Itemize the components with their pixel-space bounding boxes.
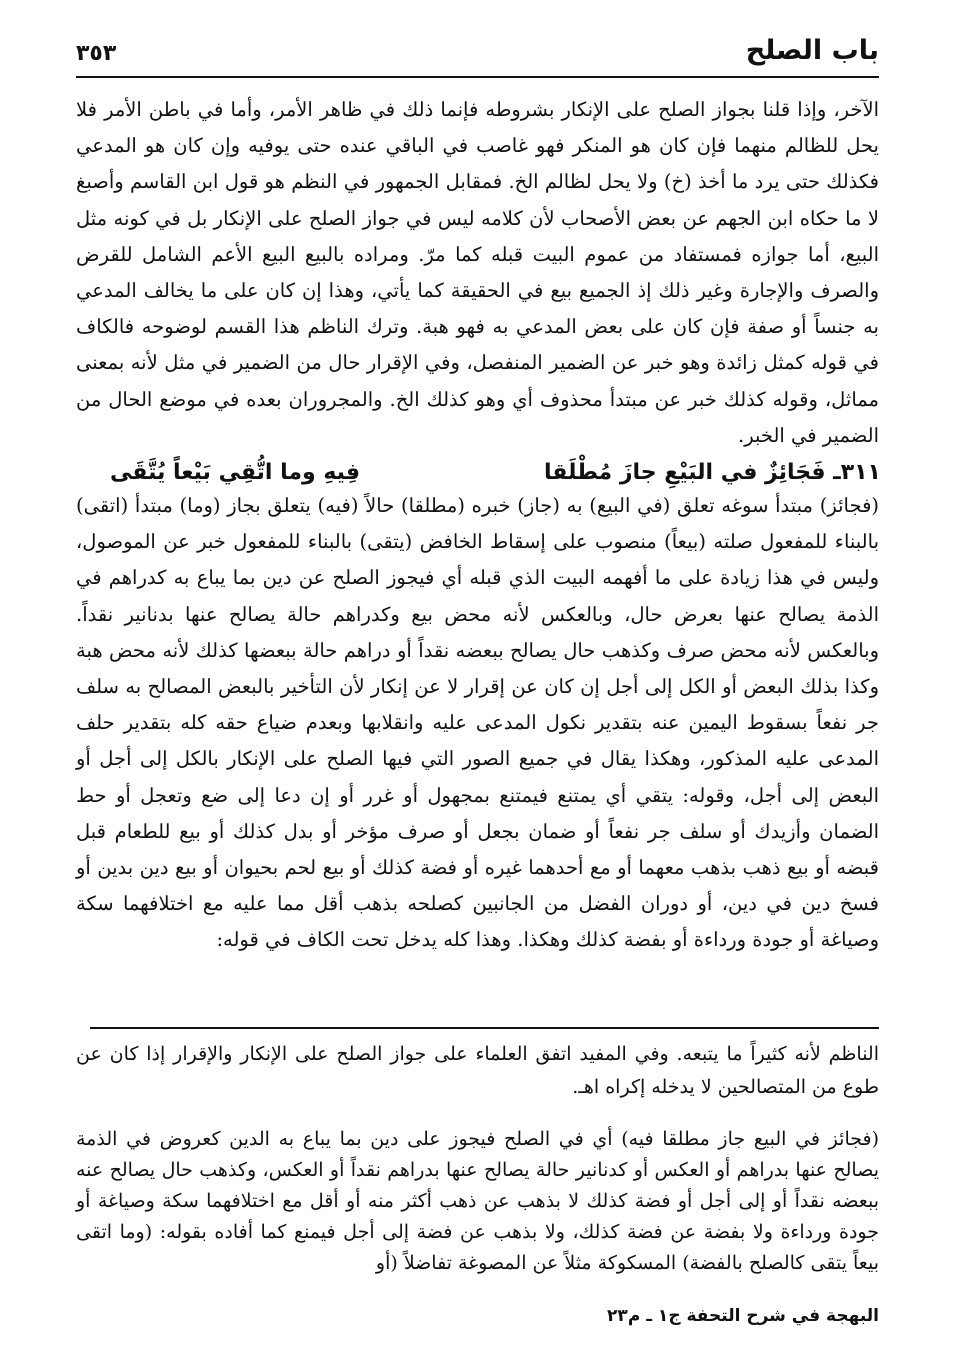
verse-first-hemistich: ٣١١ـ فَجَائِزٌ في البَيْعِ جازَ مُطْلَقا [544, 459, 881, 485]
main-text [76, 92, 879, 454]
header-divider [76, 76, 879, 78]
footnote-1 [76, 1038, 879, 1104]
footnote-divider [90, 1027, 879, 1029]
commentary-paragraph: (فجائز) مبتدأ سوغه تعلق (في البيع) به (جاز) خبره (مطلقا) حالاً (فيه) يتعلق بجاز (وما) مبتدأ (اتقى) بالبناء للمفعول صلته (بيعاً) منصوب على إسقاط الخافض (يتقى) بالبناء للمفعول خبر عن الموصول، وليس في هذا زيادة على ما أفهمه البيت الذي قبله أي فيجوز الصلح عن دين بما يباع به كدراهم في الذمة يصالح عنها بعرض حال، وبالعكس لأنه محض بيع وكدراهم حالة يصالح عنها بدنانير نقداً. وبالعكس لأنه محض صرف وكذهب حال يصالح ببعضه نقداً أو دراهم حالة ببعضها كذلك لأنه محض هبة وكذا بذلك البعض أو الكل إلى أجل إن كان عن إقرار لا عن إنكار لأن التأخير بالبعض المصالح به سلف جر نفعاً بسقوط اليمين عنه بتقدير نكول المدعى عليه وانقلابها وبعدم ضياع حقه كله بتقدير حلف المدعى عليه المذكور، وهكذا يقال في جميع الصور التي فيها الصلح على الإنكار بالكل إلى أجل أو البعض إلى أجل، وقوله: يتقي أي يمتنع فيمتنع بمجهول أو غرر أو إن دعا إلى ضع وتعجل أو حط الضمان وأزيدك أو سلف جر نفعاً أو ضمان بجعل أو صرف مؤخر أو بدل كذلك أو بيع للطعام قبل قبضه أو بيع ذهب بذهب معهما أو مع أحدهما غيره أو فضة كذلك أو بيع لحم بحيوان أو بيع دين بدين أو فسخ دين في دين، أو دوران الفضل من الجانبين كصلحه بذهب أقل مما عليه مع اختلافهما سكة وصياغة أو جودة ورداءة أو بفضة كذلك وهكذا. وهذا كله يدخل تحت الكاف في قوله: [76, 494, 879, 952]
poem-verse [110, 452, 881, 492]
footnote-2 [76, 1124, 879, 1279]
page-header [76, 26, 879, 66]
page-number: ٣٥٣ [76, 41, 117, 66]
commentary-text [76, 488, 879, 959]
page-footer: البهجة في شرح التحفة ج١ ـ م٢٣ [607, 1306, 879, 1326]
verse-second-hemistich: فِيهِ وما اتُّقِي بَيْعاً يُتَّقَى [110, 459, 361, 485]
main-paragraph: الآخر، وإذا قلنا بجواز الصلح على الإنكار بشروطه فإنما ذلك في ظاهر الأمر، وأما في باطن الأمر فلا يحل للظالم منهما فإن كان هو المنكر فهو غاصب في الباقي عنده حتى يوفيه وإن كان هو المدعي فكذلك حتى يرد ما أخذ (خ) ولا يحل لظالم الخ. فمقابل الجمهور في النظم هو قول ابن القاسم وأصبغ لا ما حكاه ابن الجهم عن بعض الأصحاب لأن كلامه ليس في جواز الصلح على الإنكار بل في كونه مثل البيع، أما جوازه فمستفاد من عموم البيت قبله كما مرّ. ومراده بالبيع البيع الأعم الشامل للقرض والصرف والإجارة وغير ذلك إذ الجميع بيع في الحقيقة كما يأتي، وهذا إن كان على ما يخالف المدعي به جنساً أو صفة فإن كان على بعض المدعي به فهو هبة. وترك الناظم هذا القسم لوضوحه فالكاف في قوله كمثل زائدة وهو خبر عن الضمير المنفصل، وفي الإقرار حال من الضمير في مثل لأنه بمعنى مماثل، وقوله كذلك خبر عن مبتدأ محذوف أي وهو كذلك الخ. والمجروران بعده في موضع الحال من الضمير في الخبر. [76, 98, 880, 447]
chapter-title: باب الصلح [745, 35, 879, 66]
footnote-paragraph: الناظم لأنه كثيراً ما يتبعه. وفي المفيد اتفق العلماء على جواز الصلح على الإنكار والإقرار إذا كان عن طوع من المتصالحين لا يدخله إكراه اهـ. [76, 1043, 879, 1098]
footnote-paragraph: (فجائز في البيع جاز مطلقا فيه) أي في الصلح فيجوز على دين بما يباع به الدين كعروض في الذمة يصالح عنها بدراهم أو العكس أو كدنانير حالة يصالح عنها بدراهم نقداً أو العكس، وكذهب حال يصالح عنه ببعضه نقداً أو إلى أجل أو فضة كذلك لا بذهب عن ذهب أكثر منه أو أقل مع اختلافهما سكة وصياغة أو جودة ورداءة ولا بفضة عن فضة كذلك، ولا بذهب عن فضة إلى أجل فيمنع كما أفاده بقوله: (وما اتقى بيعاً يتقى كالصلح بالفضة) المسكوكة مثلاً عن المصوغة تفاضلاً (أو [76, 1128, 879, 1274]
